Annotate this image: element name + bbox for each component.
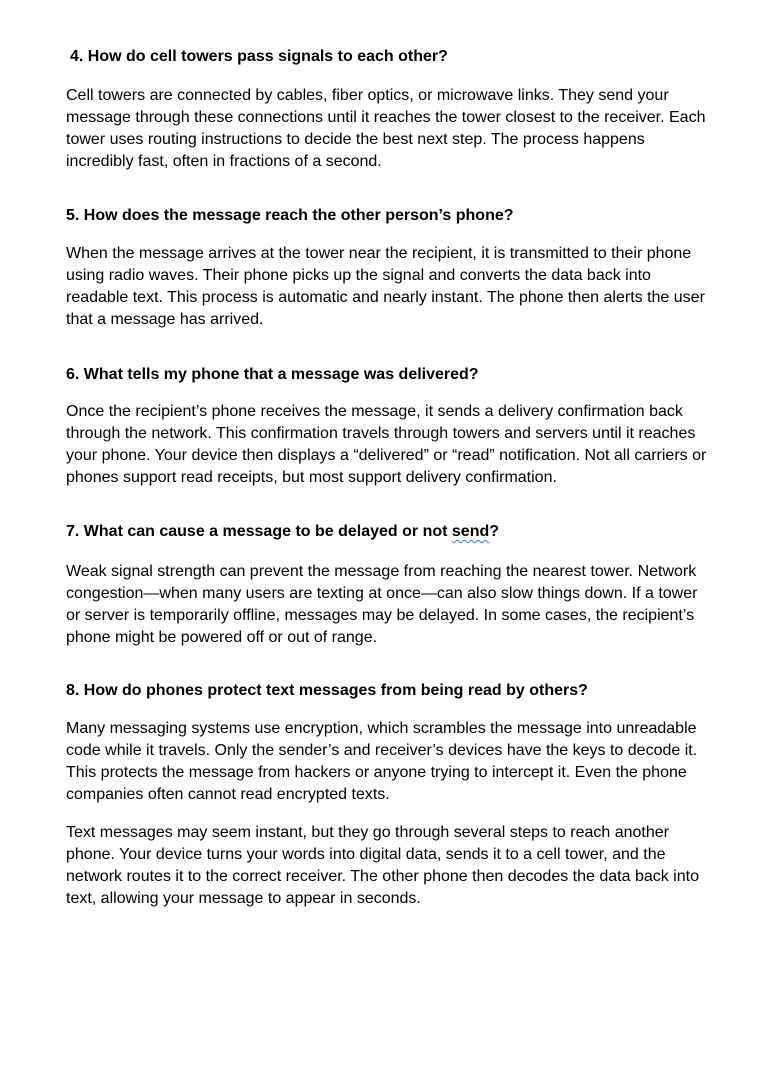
section-7-heading — [66, 521, 499, 543]
section-8-heading: 8. How do phones protect text messages from being read by others? — [66, 682, 588, 699]
conclusion-paragraph: Text messages may seem instant, but they go through several steps to reach another phone. Your device turns your words into digital data, sends it to a cell tower, and the network routes it to the correct receiver. The other phone then decodes the data back into text, allowing your message to appear in seconds. — [66, 824, 699, 907]
section-7-heading-text: 7. What can cause a message to be delayed or not — [66, 523, 452, 540]
section-7-heading-end: ? — [489, 523, 500, 540]
section-5-heading: 5. How does the message reach the other person’s phone? — [66, 207, 514, 224]
spellcheck-flagged-word[interactable]: send — [451, 523, 490, 540]
section-6-body: Once the recipient’s phone receives the message, it sends a delivery confirmation back through the network. This confirmation travels through towers and servers until it reaches your phone. Your device then displays a “delivered” or “read” notification. Not all carriers or phones support read receipts, but most support delivery confirmation. — [66, 403, 707, 486]
section-7-body: Weak signal strength can prevent the message from reaching the nearest tower. Network congestion—when many users are texting at once—can also slow things down. If a tower or server is temporarily offline, messages may be delayed. In some cases, the recipient’s phone might be powered off or out of range. — [66, 563, 698, 646]
section-6-heading: 6. What tells my phone that a message was delivered? — [66, 366, 479, 383]
section-4-heading: 4. How do cell towers pass signals to each other? — [70, 48, 448, 65]
section-4-body: Cell towers are connected by cables, fiber optics, or microwave links. They send your message through these connections until it reaches the tower closest to the receiver. Each tower uses routing instructions to decide the best next step. The process happens incredibly fast, often in fractions of a second. — [66, 87, 706, 170]
section-8-body: Many messaging systems use encryption, which scrambles the message into unreadable code while it travels. Only the sender’s and receiver’s devices have the keys to decode it. This protects the message from hackers or anyone trying to intercept it. Even the phone companies often cannot read encrypted texts. — [66, 720, 698, 803]
section-5-body: When the message arrives at the tower near the recipient, it is transmitted to their phone using radio waves. Their phone picks up the signal and converts the data back into readable text. This process is automatic and nearly instant. The phone then alerts the user that a message has arrived. — [66, 245, 705, 328]
